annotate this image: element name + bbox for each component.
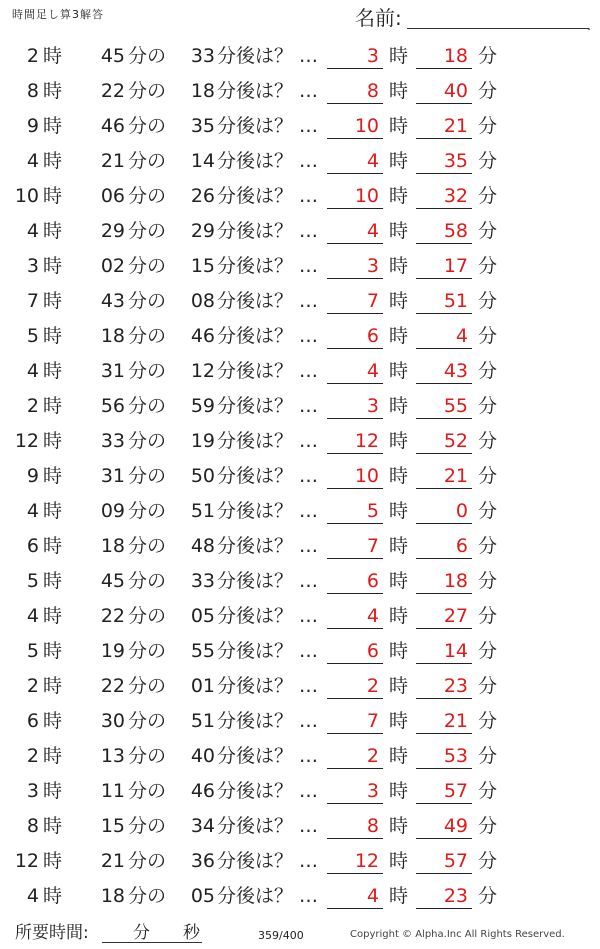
- hour-unit-label: 時: [43, 150, 63, 172]
- added-minutes: 59: [190, 395, 215, 417]
- answer-hour[interactable]: 6: [327, 638, 383, 664]
- answer-hour[interactable]: 12: [327, 428, 383, 454]
- start-minute: 22: [100, 605, 125, 627]
- minute-of-label: 分の: [128, 815, 167, 837]
- start-hour: 9: [26, 465, 39, 487]
- start-minute: 11: [100, 780, 125, 802]
- minutes-later-label: 分後は？ …: [217, 605, 319, 627]
- start-hour: 6: [26, 710, 39, 732]
- minute-of-label: 分の: [128, 255, 167, 277]
- answer-hour-unit-label: 時: [389, 850, 409, 872]
- minutes-later-label: 分後は？ …: [217, 185, 319, 207]
- answer-minute[interactable]: 14: [416, 638, 472, 664]
- added-minutes: 14: [190, 150, 215, 172]
- minute-of-label: 分の: [128, 80, 167, 102]
- hour-unit-label: 時: [43, 115, 63, 137]
- minutes-later-label: 分後は？ …: [217, 465, 319, 487]
- start-hour: 12: [14, 430, 39, 452]
- start-hour: 7: [26, 290, 39, 312]
- start-minute: 06: [100, 185, 125, 207]
- start-minute: 13: [100, 745, 125, 767]
- added-minutes: 05: [190, 605, 215, 627]
- start-hour: 12: [14, 850, 39, 872]
- start-minute: 45: [100, 570, 125, 592]
- answer-minute[interactable]: 57: [416, 778, 472, 804]
- answer-minute-unit-label: 分: [478, 815, 498, 837]
- answer-hour[interactable]: 4: [327, 883, 383, 909]
- hour-unit-label: 時: [43, 220, 63, 242]
- answer-hour-unit-label: 時: [389, 185, 409, 207]
- minute-of-label: 分の: [128, 500, 167, 522]
- minute-of-label: 分の: [128, 675, 167, 697]
- problem-row: [0, 354, 600, 389]
- answer-hour-unit-label: 時: [389, 255, 409, 277]
- start-minute: 31: [100, 465, 125, 487]
- start-hour: 4: [26, 360, 39, 382]
- answer-hour[interactable]: 6: [327, 568, 383, 594]
- answer-hour[interactable]: 5: [327, 498, 383, 524]
- start-minute: 18: [100, 325, 125, 347]
- start-hour: 10: [14, 185, 39, 207]
- hour-unit-label: 時: [43, 45, 63, 67]
- start-minute: 22: [100, 675, 125, 697]
- minutes-later-label: 分後は？ …: [217, 150, 319, 172]
- minutes-later-label: 分後は？ …: [217, 430, 319, 452]
- answer-hour[interactable]: 10: [327, 113, 383, 139]
- minute-of-label: 分の: [128, 535, 167, 557]
- minute-of-label: 分の: [128, 115, 167, 137]
- answer-hour-unit-label: 時: [389, 605, 409, 627]
- answer-hour-unit-label: 時: [389, 885, 409, 907]
- answer-hour-unit-label: 時: [389, 220, 409, 242]
- added-minutes: 18: [190, 80, 215, 102]
- added-minutes: 15: [190, 255, 215, 277]
- hour-unit-label: 時: [43, 850, 63, 872]
- answer-hour-unit-label: 時: [389, 395, 409, 417]
- answer-minute-unit-label: 分: [478, 640, 498, 662]
- answer-hour-unit-label: 時: [389, 325, 409, 347]
- answer-minute-unit-label: 分: [478, 255, 498, 277]
- hour-unit-label: 時: [43, 640, 63, 662]
- start-hour: 5: [26, 325, 39, 347]
- hour-unit-label: 時: [43, 815, 63, 837]
- minute-of-label: 分の: [128, 185, 167, 207]
- minutes-later-label: 分後は？ …: [217, 500, 319, 522]
- answer-minute[interactable]: 27: [416, 603, 472, 629]
- answer-hour[interactable]: 10: [327, 463, 383, 489]
- hour-unit-label: 時: [43, 675, 63, 697]
- added-minutes: 51: [190, 500, 215, 522]
- answer-minute[interactable]: 58: [416, 218, 472, 244]
- answer-hour-unit-label: 時: [389, 360, 409, 382]
- answer-minute[interactable]: 49: [416, 813, 472, 839]
- problem-row: [0, 599, 600, 634]
- answer-minute[interactable]: 23: [416, 883, 472, 909]
- start-hour: 2: [26, 675, 39, 697]
- hour-unit-label: 時: [43, 185, 63, 207]
- answer-hour[interactable]: 8: [327, 78, 383, 104]
- answer-minute-unit-label: 分: [478, 570, 498, 592]
- hour-unit-label: 時: [43, 500, 63, 522]
- start-minute: 31: [100, 360, 125, 382]
- problem-row: [0, 319, 600, 354]
- answer-minute[interactable]: 43: [416, 358, 472, 384]
- added-minutes: 46: [190, 325, 215, 347]
- problem-row: [0, 564, 600, 599]
- start-minute: 33: [100, 430, 125, 452]
- answer-hour[interactable]: 4: [327, 358, 383, 384]
- answer-minute-unit-label: 分: [478, 185, 498, 207]
- hour-unit-label: 時: [43, 80, 63, 102]
- name-field[interactable]: [355, 6, 591, 33]
- answer-hour-unit-label: 時: [389, 710, 409, 732]
- answer-minute[interactable]: 21: [416, 708, 472, 734]
- added-minutes: 34: [190, 815, 215, 837]
- answer-hour-unit-label: 時: [389, 290, 409, 312]
- answer-hour[interactable]: 7: [327, 533, 383, 559]
- hour-unit-label: 時: [43, 430, 63, 452]
- answer-minute-unit-label: 分: [478, 535, 498, 557]
- problem-row: [0, 774, 600, 809]
- problem-row: [0, 739, 600, 774]
- minutes-later-label: 分後は？ …: [217, 780, 319, 802]
- answer-hour-unit-label: 時: [389, 745, 409, 767]
- answer-hour[interactable]: 4: [327, 218, 383, 244]
- start-minute: 45: [100, 45, 125, 67]
- minute-of-label: 分の: [128, 465, 167, 487]
- minutes-later-label: 分後は？ …: [217, 815, 319, 837]
- start-hour: 9: [26, 115, 39, 137]
- start-hour: 3: [26, 780, 39, 802]
- start-minute: 46: [100, 115, 125, 137]
- hour-unit-label: 時: [43, 465, 63, 487]
- added-minutes: 51: [190, 710, 215, 732]
- minutes-later-label: 分後は？ …: [217, 80, 319, 102]
- minutes-later-label: 分後は？ …: [217, 220, 319, 242]
- added-minutes: 05: [190, 885, 215, 907]
- added-minutes: 36: [190, 850, 215, 872]
- answer-minute[interactable]: 35: [416, 148, 472, 174]
- problem-row: [0, 424, 600, 459]
- answer-minute-unit-label: 分: [478, 605, 498, 627]
- problem-row: [0, 179, 600, 214]
- hour-unit-label: 時: [43, 535, 63, 557]
- answer-hour[interactable]: 2: [327, 673, 383, 699]
- start-minute: 19: [100, 640, 125, 662]
- start-hour: 5: [26, 640, 39, 662]
- answer-minute[interactable]: 32: [416, 183, 472, 209]
- answer-minute-unit-label: 分: [478, 360, 498, 382]
- answer-hour[interactable]: 3: [327, 778, 383, 804]
- start-hour: 6: [26, 535, 39, 557]
- answer-minute[interactable]: 4: [416, 323, 472, 349]
- minute-of-label: 分の: [128, 710, 167, 732]
- minute-of-label: 分の: [128, 780, 167, 802]
- minute-of-label: 分の: [128, 850, 167, 872]
- start-minute: 18: [100, 535, 125, 557]
- minutes-later-label: 分後は？ …: [217, 325, 319, 347]
- answer-minute[interactable]: 53: [416, 743, 472, 769]
- answer-hour-unit-label: 時: [389, 570, 409, 592]
- start-hour: 4: [26, 605, 39, 627]
- hour-unit-label: 時: [43, 325, 63, 347]
- hour-unit-label: 時: [43, 290, 63, 312]
- name-label: 名前:: [355, 6, 402, 30]
- minute-of-label: 分の: [128, 605, 167, 627]
- answer-hour-unit-label: 時: [389, 115, 409, 137]
- elapsed-time-label: 所要時間:: [15, 923, 89, 943]
- answer-minute[interactable]: 40: [416, 78, 472, 104]
- minute-of-label: 分の: [128, 325, 167, 347]
- elapsed-minute-label: 分: [133, 923, 150, 943]
- added-minutes: 40: [190, 745, 215, 767]
- added-minutes: 19: [190, 430, 215, 452]
- minute-of-label: 分の: [128, 745, 167, 767]
- minutes-later-label: 分後は？ …: [217, 115, 319, 137]
- answer-hour-unit-label: 時: [389, 815, 409, 837]
- problem-row: [0, 249, 600, 284]
- problem-row: [0, 214, 600, 249]
- problem-row: [0, 669, 600, 704]
- minutes-later-label: 分後は？ …: [217, 360, 319, 382]
- answer-hour[interactable]: 12: [327, 848, 383, 874]
- answer-hour-unit-label: 時: [389, 780, 409, 802]
- minutes-later-label: 分後は？ …: [217, 710, 319, 732]
- worksheet-title: 時間足し算3解答: [12, 8, 104, 21]
- answer-minute-unit-label: 分: [478, 850, 498, 872]
- answer-minute-unit-label: 分: [478, 395, 498, 417]
- answer-hour-unit-label: 時: [389, 465, 409, 487]
- start-minute: 21: [100, 150, 125, 172]
- minute-of-label: 分の: [128, 430, 167, 452]
- added-minutes: 55: [190, 640, 215, 662]
- minute-of-label: 分の: [128, 395, 167, 417]
- minutes-later-label: 分後は？ …: [217, 570, 319, 592]
- problem-row: [0, 879, 600, 914]
- added-minutes: 33: [190, 45, 215, 67]
- minute-of-label: 分の: [128, 150, 167, 172]
- added-minutes: 26: [190, 185, 215, 207]
- answer-minute-unit-label: 分: [478, 500, 498, 522]
- start-hour: 4: [26, 220, 39, 242]
- start-hour: 5: [26, 570, 39, 592]
- added-minutes: 35: [190, 115, 215, 137]
- hour-unit-label: 時: [43, 255, 63, 277]
- answer-minute-unit-label: 分: [478, 115, 498, 137]
- added-minutes: 48: [190, 535, 215, 557]
- minute-of-label: 分の: [128, 885, 167, 907]
- problem-row: [0, 809, 600, 844]
- answer-minute[interactable]: 57: [416, 848, 472, 874]
- answer-minute[interactable]: 0: [416, 498, 472, 524]
- hour-unit-label: 時: [43, 780, 63, 802]
- answer-minute[interactable]: 21: [416, 463, 472, 489]
- answer-minute[interactable]: 18: [416, 43, 472, 69]
- answer-hour-unit-label: 時: [389, 535, 409, 557]
- answer-minute-unit-label: 分: [478, 465, 498, 487]
- start-minute: 29: [100, 220, 125, 242]
- answer-hour-unit-label: 時: [389, 80, 409, 102]
- hour-unit-label: 時: [43, 360, 63, 382]
- minutes-later-label: 分後は？ …: [217, 45, 319, 67]
- problem-row: [0, 144, 600, 179]
- answer-minute-unit-label: 分: [478, 45, 498, 67]
- start-hour: 2: [26, 395, 39, 417]
- answer-hour[interactable]: 7: [327, 288, 383, 314]
- answer-minute-unit-label: 分: [478, 745, 498, 767]
- start-minute: 18: [100, 885, 125, 907]
- answer-minute[interactable]: 17: [416, 253, 472, 279]
- answer-hour[interactable]: 4: [327, 603, 383, 629]
- answer-hour[interactable]: 3: [327, 43, 383, 69]
- problem-row: [0, 459, 600, 494]
- answer-hour[interactable]: 6: [327, 323, 383, 349]
- answer-minute[interactable]: 6: [416, 533, 472, 559]
- added-minutes: 46: [190, 780, 215, 802]
- answer-hour[interactable]: 3: [327, 393, 383, 419]
- start-minute: 21: [100, 850, 125, 872]
- minutes-later-label: 分後は？ …: [217, 395, 319, 417]
- minute-of-label: 分の: [128, 640, 167, 662]
- hour-unit-label: 時: [43, 710, 63, 732]
- answer-minute[interactable]: 52: [416, 428, 472, 454]
- answer-minute-unit-label: 分: [478, 885, 498, 907]
- minute-of-label: 分の: [128, 570, 167, 592]
- added-minutes: 12: [190, 360, 215, 382]
- answer-minute[interactable]: 51: [416, 288, 472, 314]
- hour-unit-label: 時: [43, 570, 63, 592]
- minute-of-label: 分の: [128, 220, 167, 242]
- answer-hour[interactable]: 2: [327, 743, 383, 769]
- start-hour: 3: [26, 255, 39, 277]
- minutes-later-label: 分後は？ …: [217, 675, 319, 697]
- added-minutes: 08: [190, 290, 215, 312]
- answer-hour-unit-label: 時: [389, 675, 409, 697]
- start-minute: 02: [100, 255, 125, 277]
- minutes-later-label: 分後は？ …: [217, 640, 319, 662]
- answer-minute-unit-label: 分: [478, 80, 498, 102]
- start-minute: 56: [100, 395, 125, 417]
- page-number: 359/400: [258, 929, 304, 942]
- copyright-notice: Copyright © Alpha.Inc All Rights Reserved.: [350, 929, 565, 940]
- start-hour: 4: [26, 885, 39, 907]
- answer-hour-unit-label: 時: [389, 640, 409, 662]
- answer-minute[interactable]: 55: [416, 393, 472, 419]
- hour-unit-label: 時: [43, 605, 63, 627]
- answer-minute-unit-label: 分: [478, 220, 498, 242]
- problem-row: [0, 39, 600, 74]
- minutes-later-label: 分後は？ …: [217, 885, 319, 907]
- start-minute: 30: [100, 710, 125, 732]
- problem-row: [0, 109, 600, 144]
- answer-minute[interactable]: 18: [416, 568, 472, 594]
- answer-minute-unit-label: 分: [478, 150, 498, 172]
- minutes-later-label: 分後は？ …: [217, 290, 319, 312]
- start-hour: 2: [26, 745, 39, 767]
- problem-row: [0, 634, 600, 669]
- start-hour: 4: [26, 150, 39, 172]
- elapsed-second-label: 秒: [183, 923, 200, 943]
- added-minutes: 01: [190, 675, 215, 697]
- name-underline: [407, 28, 589, 29]
- added-minutes: 29: [190, 220, 215, 242]
- answer-minute-unit-label: 分: [478, 430, 498, 452]
- answer-hour-unit-label: 時: [389, 430, 409, 452]
- minutes-later-label: 分後は？ …: [217, 850, 319, 872]
- minute-of-label: 分の: [128, 360, 167, 382]
- start-minute: 43: [100, 290, 125, 312]
- problem-row: [0, 529, 600, 564]
- problem-row: [0, 704, 600, 739]
- answer-minute-unit-label: 分: [478, 710, 498, 732]
- minutes-later-label: 分後は？ …: [217, 745, 319, 767]
- problem-list: [0, 39, 600, 914]
- answer-minute-unit-label: 分: [478, 325, 498, 347]
- start-minute: 09: [100, 500, 125, 522]
- problem-row: [0, 74, 600, 109]
- hour-unit-label: 時: [43, 395, 63, 417]
- added-minutes: 50: [190, 465, 215, 487]
- answer-hour-unit-label: 時: [389, 500, 409, 522]
- start-hour: 2: [26, 45, 39, 67]
- answer-hour-unit-label: 時: [389, 150, 409, 172]
- answer-hour[interactable]: 3: [327, 253, 383, 279]
- answer-minute[interactable]: 23: [416, 673, 472, 699]
- answer-minute-unit-label: 分: [478, 675, 498, 697]
- minutes-later-label: 分後は？ …: [217, 255, 319, 277]
- minutes-later-label: 分後は？ …: [217, 535, 319, 557]
- answer-minute-unit-label: 分: [478, 290, 498, 312]
- start-hour: 8: [26, 80, 39, 102]
- minute-of-label: 分の: [128, 45, 167, 67]
- answer-hour[interactable]: 10: [327, 183, 383, 209]
- answer-minute-unit-label: 分: [478, 780, 498, 802]
- answer-minute[interactable]: 21: [416, 113, 472, 139]
- hour-unit-label: 時: [43, 745, 63, 767]
- start-hour: 8: [26, 815, 39, 837]
- start-minute: 22: [100, 80, 125, 102]
- problem-row: [0, 494, 600, 529]
- answer-hour[interactable]: 8: [327, 813, 383, 839]
- answer-hour-unit-label: 時: [389, 45, 409, 67]
- problem-row: [0, 284, 600, 319]
- answer-hour[interactable]: 4: [327, 148, 383, 174]
- name-end-dot: .: [587, 19, 591, 33]
- added-minutes: 33: [190, 570, 215, 592]
- minute-of-label: 分の: [128, 290, 167, 312]
- hour-unit-label: 時: [43, 885, 63, 907]
- problem-row: [0, 844, 600, 879]
- problem-row: [0, 389, 600, 424]
- start-hour: 4: [26, 500, 39, 522]
- start-minute: 15: [100, 815, 125, 837]
- answer-hour[interactable]: 7: [327, 708, 383, 734]
